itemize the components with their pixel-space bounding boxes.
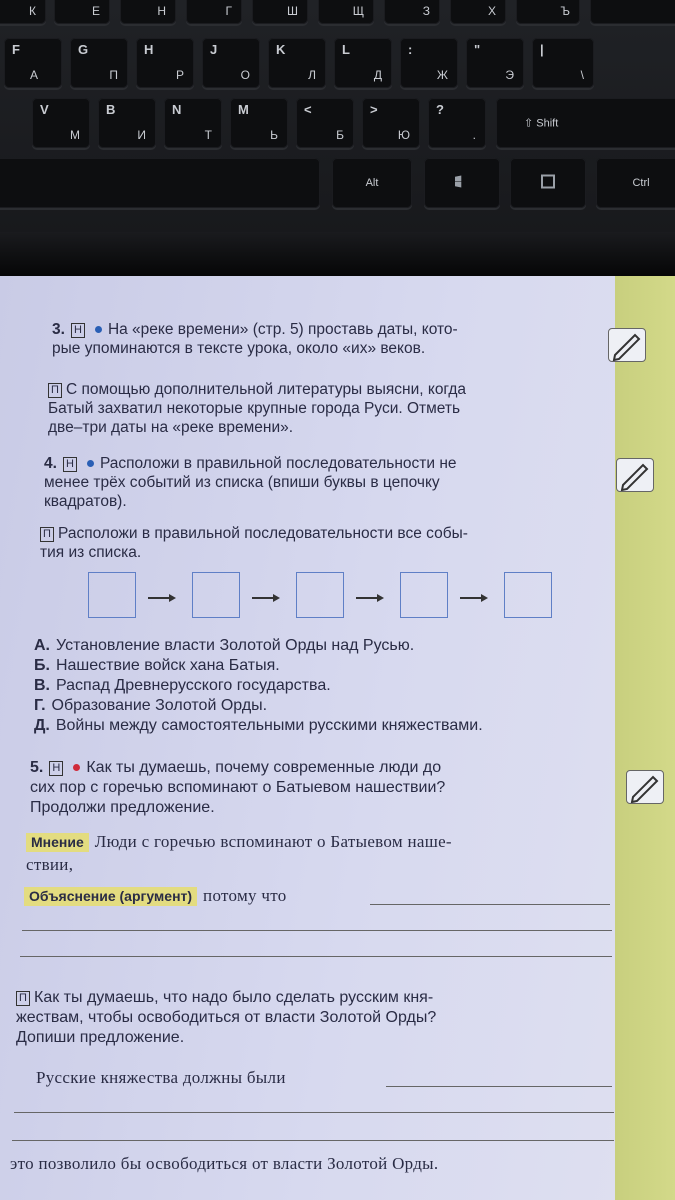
item-text: Войны между самостоятельными русскими княжествами.	[55, 717, 483, 734]
key-ctrl[interactable]	[596, 158, 675, 208]
item-text: Образование Золотой Орды.	[51, 697, 268, 714]
argument-tag: Объяснение (аргумент)	[24, 887, 197, 906]
key-label: Т	[204, 128, 212, 142]
task-5-advanced	[16, 988, 616, 1048]
list-item	[34, 716, 614, 736]
key-label: Л	[308, 68, 316, 82]
blue-dot-icon	[87, 460, 94, 467]
key-label: N	[172, 102, 182, 117]
key-label: О	[240, 68, 250, 82]
key-label: Alt	[365, 177, 379, 189]
task-text: тия из списка.	[40, 544, 142, 561]
item-text: Нашествие войск хана Батыя.	[55, 657, 280, 674]
key-windows[interactable]	[424, 158, 500, 208]
key-k-lat[interactable]	[268, 38, 326, 88]
key-n[interactable]	[120, 0, 176, 24]
key-j[interactable]	[202, 38, 260, 88]
key-v[interactable]	[32, 98, 90, 148]
answer-line[interactable]	[22, 930, 612, 931]
opinion-text: Люди с горечью вспоминают о Батыевом наше-	[94, 832, 452, 851]
laptop-edge	[0, 232, 675, 278]
key-z[interactable]	[384, 0, 440, 24]
arrow-right-icon	[460, 597, 486, 599]
key-quote[interactable]	[466, 38, 524, 88]
key-label: Б	[336, 128, 344, 142]
answer-square[interactable]	[88, 572, 136, 618]
key-label: F	[12, 42, 20, 57]
task-text: квадратов).	[44, 493, 127, 510]
key-alt[interactable]	[332, 158, 412, 208]
task-number: 4.	[44, 455, 57, 472]
key-label: |	[540, 42, 544, 57]
page-margin-strip	[615, 276, 675, 1200]
red-dot-icon	[73, 764, 80, 771]
answer-line[interactable]	[12, 1140, 614, 1141]
task-4	[44, 454, 604, 511]
argument-text: потому что	[203, 886, 287, 905]
task-4-advanced	[40, 524, 608, 562]
key-label: B	[106, 102, 116, 117]
task-text: Продолжи предложение.	[30, 799, 215, 816]
opinion-text: ствии,	[26, 855, 74, 874]
keyboard	[0, 0, 675, 262]
key-label: Ж	[436, 68, 448, 82]
key-label: H	[144, 42, 154, 57]
key-label: Д	[373, 68, 382, 82]
item-text: Установление власти Золотой Орды над Русью.	[56, 637, 415, 654]
key-label: М	[70, 128, 80, 142]
key-label: Е	[91, 4, 100, 18]
key-label: Ш	[287, 4, 298, 18]
key-space[interactable]	[0, 158, 320, 208]
argument-block	[24, 886, 614, 906]
answer-square[interactable]	[504, 572, 552, 618]
key-comma[interactable]	[296, 98, 354, 148]
shift-text: Shift	[536, 117, 559, 130]
key-label: G	[78, 42, 89, 57]
shift-arrow-icon: ⇧	[524, 117, 537, 130]
answer-square[interactable]	[400, 572, 448, 618]
level-basic-icon: Н	[49, 761, 63, 776]
key-hard-sign[interactable]	[516, 0, 580, 24]
key-enter[interactable]	[590, 0, 675, 24]
key-k[interactable]	[0, 0, 46, 24]
key-label: Ь	[270, 128, 278, 142]
task-5	[30, 758, 612, 818]
key-shift[interactable]	[496, 98, 675, 148]
answer-line[interactable]	[386, 1086, 612, 1087]
key-label: Ctrl	[632, 177, 650, 189]
key-label: K	[276, 42, 286, 57]
item-letter: А.	[34, 637, 50, 654]
key-label: "	[474, 42, 481, 57]
key-n-lat[interactable]	[164, 98, 222, 148]
answer-line[interactable]	[20, 956, 612, 957]
answer-prompt: Русские княжества должны были	[36, 1068, 286, 1087]
key-menu[interactable]	[510, 158, 586, 208]
key-label: Э	[505, 68, 514, 82]
shift-label	[496, 117, 675, 130]
key-kh[interactable]	[450, 0, 506, 24]
item-letter: Г.	[34, 697, 46, 714]
key-label: ?	[436, 102, 444, 117]
key-e[interactable]	[54, 0, 110, 24]
level-basic-icon: Н	[71, 323, 85, 338]
key-label: >	[370, 102, 378, 117]
task-text: Расположи в правильной последовательности не	[99, 455, 457, 472]
task-3	[52, 320, 600, 358]
events-list	[34, 636, 614, 736]
answer-line[interactable]	[370, 904, 610, 905]
key-label: J	[210, 42, 218, 57]
answer-ending: это позволило бы освободиться от власти Золотой Орды.	[10, 1154, 439, 1173]
item-letter: Б.	[34, 657, 50, 674]
key-label: M	[238, 102, 249, 117]
task-text: жествам, чтобы освободиться от власти Золотой Орды?	[16, 1009, 437, 1026]
key-g[interactable]	[186, 0, 242, 24]
task-text: С помощью дополнительной литературы выясни, когда	[66, 381, 467, 398]
key-label: .	[472, 128, 476, 142]
pencil-icon	[616, 458, 654, 492]
key-f[interactable]	[4, 38, 62, 88]
key-sh[interactable]	[252, 0, 308, 24]
key-label: Ъ	[560, 4, 570, 18]
key-h[interactable]	[136, 38, 194, 88]
task-text: две–три даты на «реке времени».	[48, 419, 294, 436]
key-label: К	[29, 4, 36, 18]
key-backslash[interactable]	[532, 38, 594, 88]
key-label: \	[580, 68, 584, 82]
task-text: Как ты думаешь, что надо было сделать русским кня-	[34, 989, 434, 1006]
list-item	[34, 636, 614, 656]
arrow-right-icon	[252, 597, 278, 599]
key-slash[interactable]	[428, 98, 486, 148]
key-label: :	[408, 42, 413, 57]
opinion-block	[26, 832, 616, 874]
task-text: Расположи в правильной последовательности все собы-	[58, 525, 468, 542]
list-item	[34, 676, 614, 696]
key-label: V	[40, 102, 49, 117]
pencil-icon	[626, 770, 664, 804]
windows-icon	[424, 176, 500, 191]
key-colon[interactable]	[400, 38, 458, 88]
key-label: L	[342, 42, 350, 57]
key-period[interactable]	[362, 98, 420, 148]
blue-dot-icon	[95, 326, 102, 333]
key-label: Г	[225, 4, 232, 18]
list-item	[34, 696, 614, 716]
item-letter: В.	[34, 677, 50, 694]
answer-square[interactable]	[296, 572, 344, 618]
task-text: рые упоминаются в тексте урока, около «их» веков.	[52, 340, 426, 357]
arrow-right-icon	[356, 597, 382, 599]
workbook-page	[0, 276, 675, 1200]
task-text: Как ты думаешь, почему современные люди до	[86, 759, 442, 776]
menu-icon	[510, 175, 586, 192]
level-advanced-icon: П	[16, 991, 30, 1006]
list-item	[34, 656, 614, 676]
key-l[interactable]	[334, 38, 392, 88]
item-letter: Д.	[34, 717, 50, 734]
key-shch[interactable]	[318, 0, 374, 24]
key-label: Р	[175, 68, 184, 82]
key-label: Х	[487, 4, 496, 18]
key-label: З	[422, 4, 430, 18]
key-g-lat[interactable]	[70, 38, 128, 88]
answer-square[interactable]	[192, 572, 240, 618]
key-label: Ю	[397, 128, 410, 142]
key-m[interactable]	[230, 98, 288, 148]
level-basic-icon: Н	[63, 457, 77, 472]
task-text: сих пор с горечью вспоминают о Батыевом нашествии?	[30, 779, 446, 796]
item-text: Распад Древнерусского государства.	[56, 677, 331, 694]
task-text: Батый захватил некоторые крупные города Руси. Отметь	[48, 400, 461, 417]
key-b[interactable]	[98, 98, 156, 148]
answer-line[interactable]	[14, 1112, 614, 1113]
task-text: менее трёх событий из списка (впиши буквы в цепочку	[44, 474, 440, 491]
key-label: Щ	[352, 4, 364, 18]
key-label: <	[304, 102, 312, 117]
key-label: Н	[157, 4, 166, 18]
task-number: 3.	[52, 321, 65, 338]
pencil-icon	[608, 328, 646, 362]
key-label: И	[137, 128, 146, 142]
task-3-advanced	[48, 380, 600, 437]
key-label: А	[30, 68, 39, 82]
task-text: Допиши предложение.	[16, 1029, 185, 1046]
opinion-tag: Мнение	[26, 833, 89, 852]
level-advanced-icon: П	[40, 527, 54, 542]
task-number: 5.	[30, 759, 44, 776]
level-advanced-icon: П	[48, 383, 62, 398]
arrow-right-icon	[148, 597, 174, 599]
task-text: На «реке времени» (стр. 5) проставь даты, кото-	[107, 321, 458, 338]
key-label: П	[109, 68, 118, 82]
